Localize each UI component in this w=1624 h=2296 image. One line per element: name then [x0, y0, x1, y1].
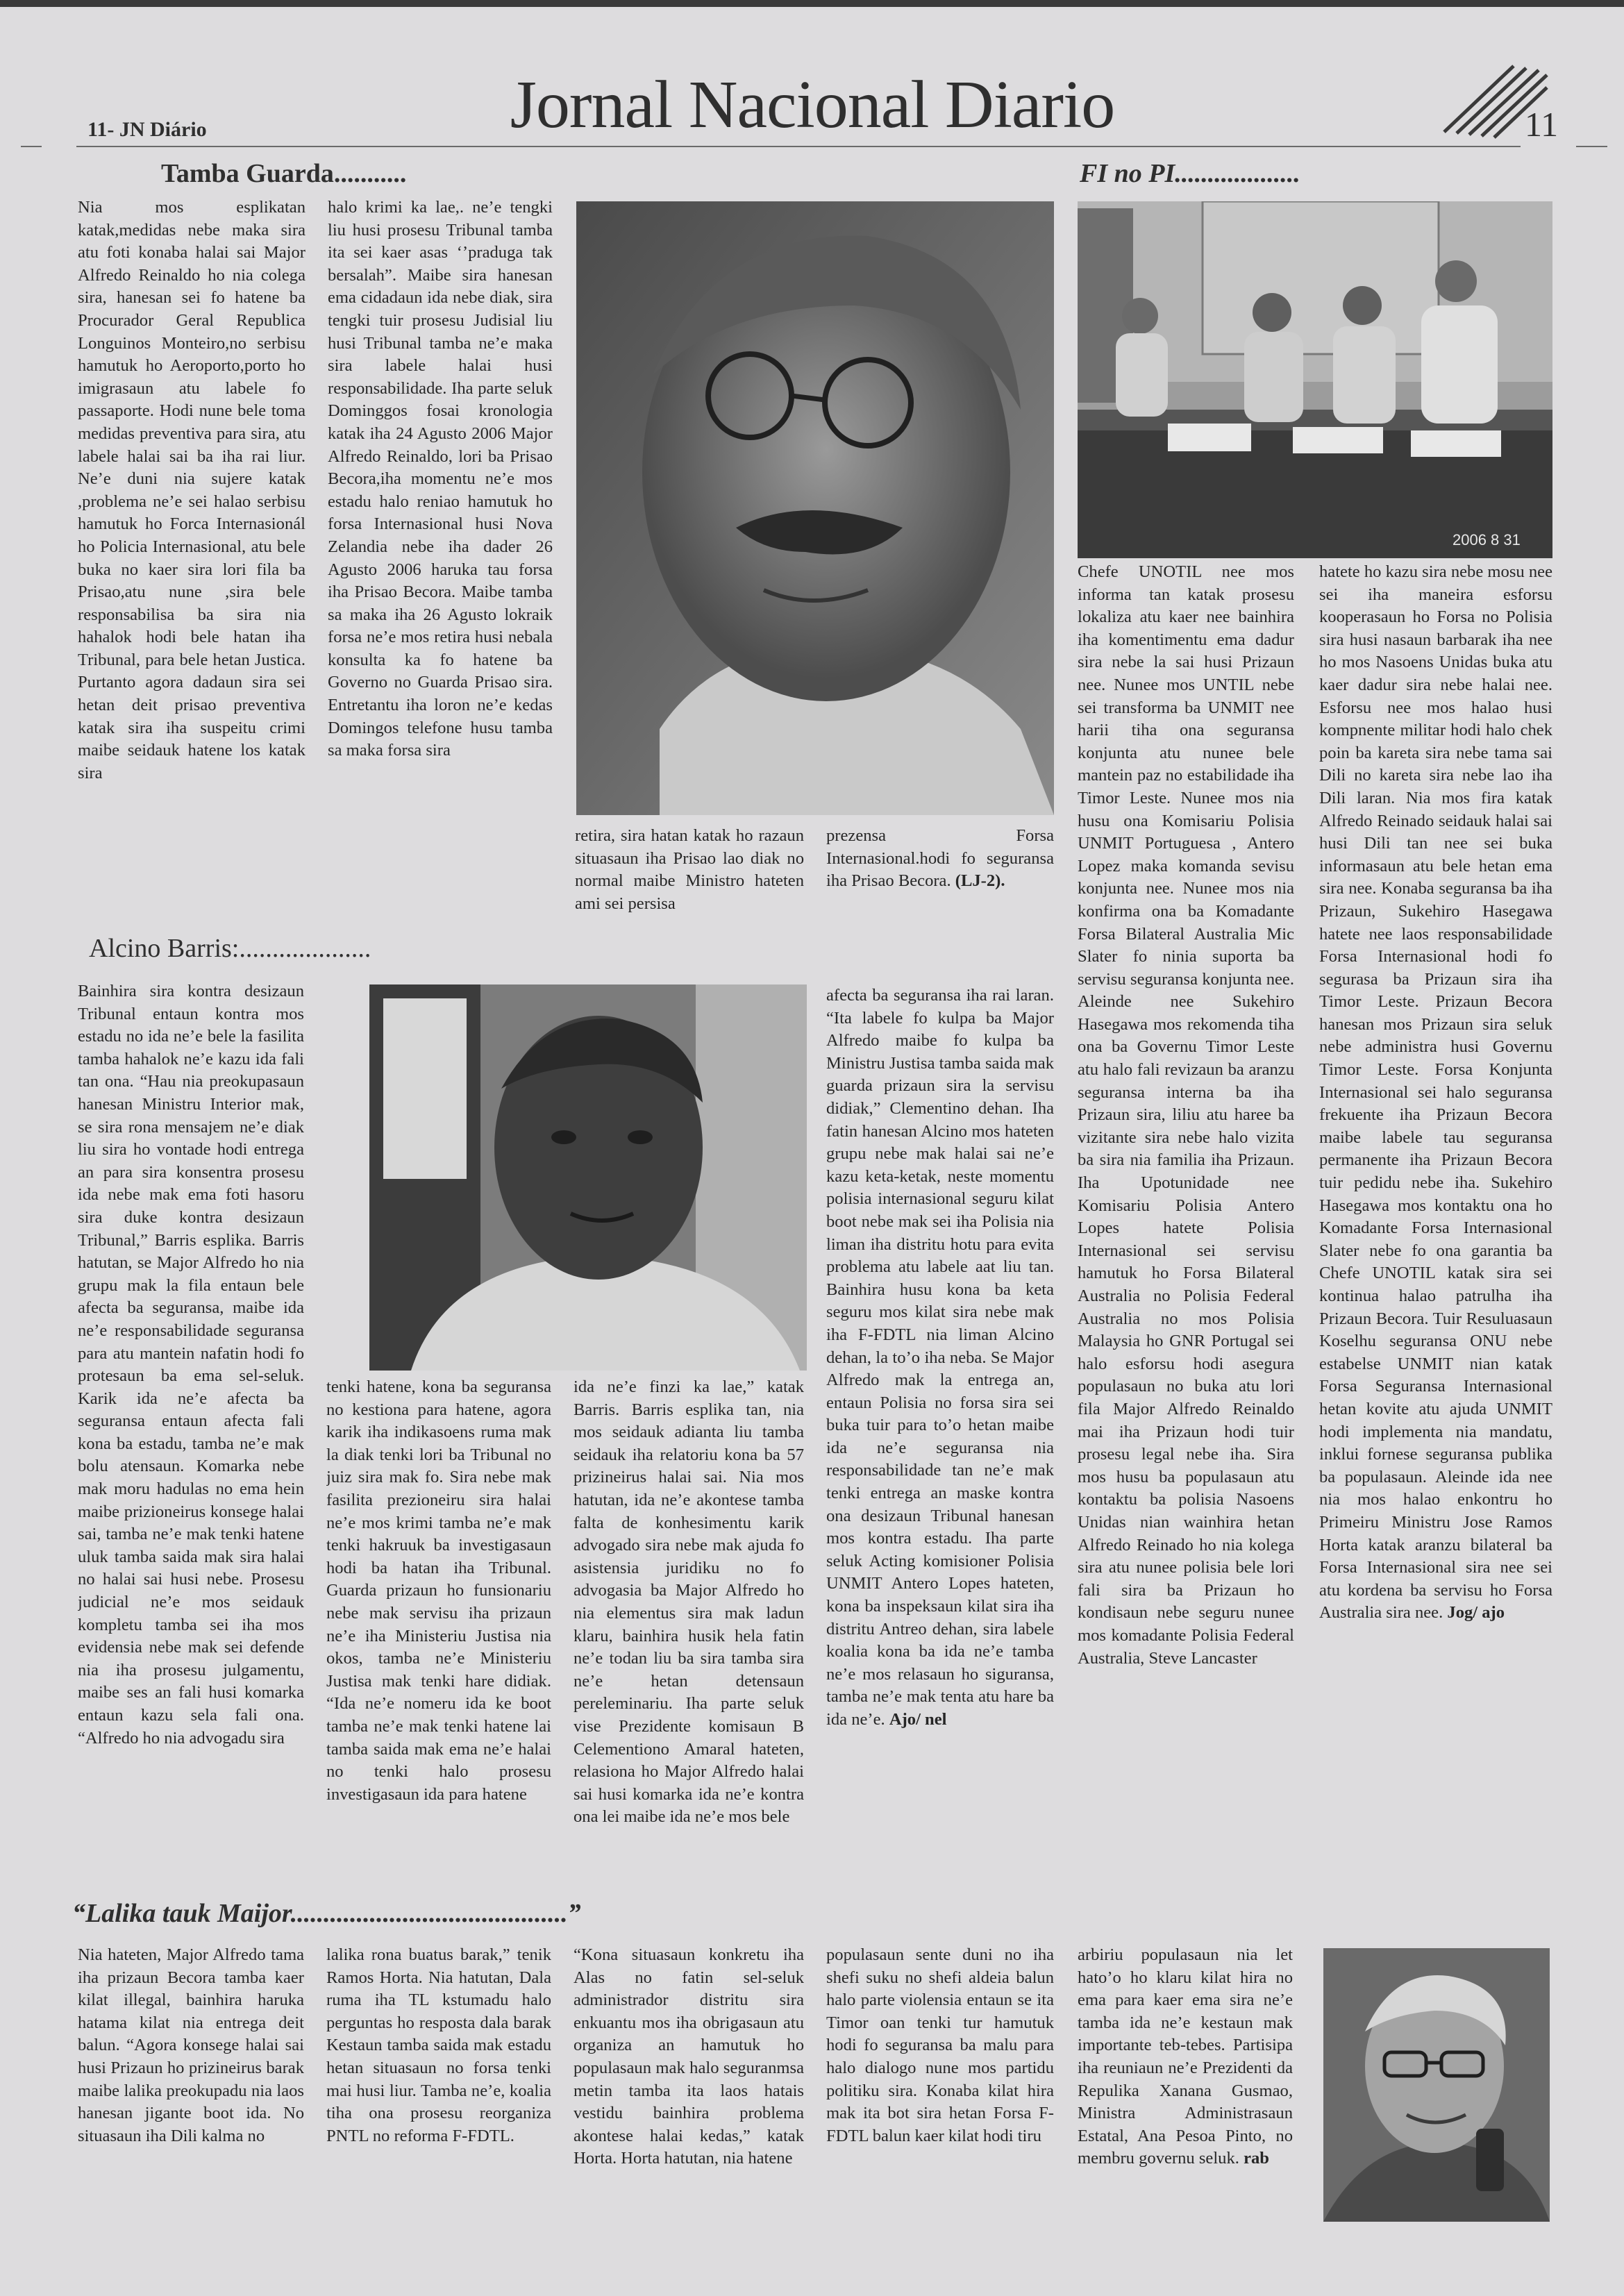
top-border — [0, 0, 1624, 7]
masthead-title: Jornal Nacional Diario — [510, 67, 1115, 142]
page-label: 11- JN Diário — [87, 118, 207, 141]
lalika-col-1 — [78, 1944, 304, 2222]
masthead-rule — [76, 146, 1521, 147]
tamba-col-4-text: prezensa Forsa Internasional.hodi fo seguransa iha Prisao Becora. — [826, 826, 1054, 891]
photo-alcino-barris — [369, 984, 807, 1371]
horta-portrait-illustration — [1323, 1948, 1550, 2222]
lalika-col-4 — [826, 1944, 1054, 2222]
alcino-col-2 — [326, 1376, 551, 1883]
tamba-col-1 — [78, 196, 305, 919]
lalika-col-3 — [574, 1944, 804, 2222]
lalika-col-4-text: populasaun sente duni no iha shefi suku no shefi aldeia balun halo parte violensia entaun se ita Timor oan tenki tur hamutuk hodi fo seguransa ba malu para halo dialogo nune mos partidu politiku sira. Konaba kilat hira mak ita bot sira hetan Forsa F-FDTL balun kaer kilat hodi tiru — [826, 1945, 1054, 2145]
heading-tamba-guarda: Tamba Guarda........... — [161, 159, 407, 188]
lalika-col-2-text: lalika rona buatus barak,” tenik Ramos Horta. Nia hatutan, Dala ruma iha TL kstumadu halo perguntas ho resposta dala barak Kestaun tamba saida mak estadu hetan situasaun no forsa tenki mai husi liur. Tamba ne’e, koalia tiha ona prosesu reorganiza PNTL no reforma F-FDTL. — [326, 1945, 551, 2145]
lalika-col-3-text: “Kona situasaun konkretu iha Alas no fatin sel-seluk administrador distritu sira enkuantu mos iha obrigasaun atu organiza an hamutuk ho populasaun mak halo seguranmsa metin tamba ita laos hatais vestidu bainhira problema akontese halai kedas,” katak Horta. Horta hatutan, nia hatene — [574, 1945, 804, 2168]
lalika-col-5-text: arbiriu populasaun nia let hato’o ho klaru kilat hira no ema para kaer ema sira ne’e tamba ida ne’e kestaun mak importante teb-tebes. Partisipa iha reuniaun ne’e Prezidenti da Repulika Xanana Gusmao, Ministra Administrasaun Estatal, Ana Pesoa Pinto, no membru governu seluk. — [1078, 1945, 1293, 2168]
photo-press-conference — [1078, 201, 1552, 558]
press-conference-illustration — [1078, 201, 1552, 558]
lalika-signature: rab — [1244, 2149, 1269, 2168]
photo-ramos-horta — [1323, 1948, 1550, 2222]
masthead-rule-right — [1576, 146, 1607, 147]
fi-col-2 — [1319, 561, 1552, 1880]
lalika-col-5 — [1078, 1944, 1293, 2222]
tamba-signature: (LJ-2). — [955, 871, 1005, 891]
alcino-col-3-text: ida ne’e finzi ka lae,” katak Barris. Barris esplika tan, nia mos seidauk adianta liu tamba seidauk iha relatoriu kona ba 57 prizineirus halai sai. Nia mos hatutan, ida ne’e akontese tamba falta de konhesimentu karik advogado sira nebe mak ajuda fo asistensia juridiku no fo advogasia ba Major Alfredo ho nia elementus sira mak ladun klaru, bainhira husik hela fatin ne’e todan liu ba sira tamba sira ne’e hetan detensaun pereleminariu. Iha parte seluk vise Prezidente komisaun B Celementiono Amaral hateten, relasiona ho Major Alfredo halai sai husi komarka ida ne’e kontra ona lei maibe ida ne’e mos bele — [574, 1377, 804, 1827]
alcino-signature: Ajo/ nel — [889, 1710, 947, 1729]
fi-signature: Jog/ ajo — [1447, 1603, 1505, 1623]
alcino-col-4-text: afecta ba seguransa iha rai laran. “Ita labele fo kulpa ba Major Alfredo maibe fo kulpa ba Ministru Justisa tamba saida mak guarda prizaun sira la servisu didiak,” Clementino dehan. Iha fatin hanesan Alcino mos hateten grupu nebe mak halai sai ne’e kazu keta-ketak, neste momentu polisia internasional seguru kilat boot nebe mak sei iha Polisia nia liman iha distritu hotu para evita problema atu labele aat liu tan. Bainhira husu kona ba keta seguru mos kilat sira nebe mak iha F-FDTL nia liman Alcino dehan, la to’o iha neba. Se Major Alfredo mak la entrega an, entaun Polisia no forsa sira sei buka tuir para to’o hetan maibe ida ne’e seguransa nia responsabilidade tan ne’e mak tenki entrega an maske kontra ona desizaun Tribunal hanesan mos kontra estadu. Iha parte seluk Acting komisioner Polisia UNMIT Antero Lopes hateten, kona ba inspeksaun kilat sira iha distritu Antreo dehan, sira labele koalia kona ba ida ne’e tamba ne’e mos relasaun ho siguransa, tamba ne’e mak tenta atu hare ba ida ne’e. — [826, 986, 1054, 1729]
tamba-col-1-text: Nia mos esplikatan katak,medidas nebe maka sira atu foti konaba halai sai Major Alfredo Reinaldo ho nia colega sira, hanesan sei fo hatene ba Procurador Geral Republica Longuinos Monteiro,no serbisu hamutuk ho Aeroporto,porto ho imigrasaun atu labele fo passaporte. Hodi nune bele toma medidas preventiva para sira, atu labele halai sai ba iha rai liur. Ne’e duni nia sujere katak ,problema ne’e sei halao serbisu hamutuk ho Forca Internasionál ho Policia Internasional, atu bele buka no kaer sira lori fila ba Prisao,atu nune ,sira bele responsabilisa ba sira nia hahalok hodi bele hatan iha Tribunal, para bele hetan Justica. Purtanto agora dadaun sira sei hetan deit prisao preventiva katak sira iha suspeitu crimi maibe seidauk hatene los katak sira — [78, 198, 305, 782]
alcino-col-2-text: tenki hatene, kona ba seguransa no kestiona para hatene, agora karik iha indikasoens ruma mak la diak tenki lori ba Tribunal no juiz sira mak fo. Sira nebe mak fasilita prezioneiru sira halai ne’e mos krimi tamba ne’e mak tenki hakruuk ba investigasaun hodi ba hatan iha Tribunal. Guarda prizaun ho funsionariu nebe mak servisu iha prizaun ne’e iha Ministeriu Justisa nia okos, tamba ne’e Ministeriu Justisa mak tenki hare didiak. “Ida ne’e nomeru ida ke boot tamba ne’e mak tenki hatene lai tamba saida mak ema ne’e halai no tenki halo prosesu investigasaun ida para hatene — [326, 1377, 551, 1804]
portrait-glasses-illustration — [576, 201, 1054, 815]
alcino-col-1 — [78, 980, 304, 1883]
alcino-col-4 — [826, 984, 1054, 1883]
lalika-col-1-text: Nia hateten, Major Alfredo tama iha prizaun Becora tamba kaer kilat illegal, bainhira haruka hatama kilat nia entrega deit balun. “Agora konsege halai sai husi Prizaun ho prizineirus barak maibe lalika preokupadu nia laos hanesan jigante boot ida. No situasaun iha Dili kalma no — [78, 1945, 304, 2145]
alcino-col-1-text: Bainhira sira kontra desizaun Tribunal entaun kontra mos estadu no ida ne’e bele la fasilita tamba hahalok ne’e kazu ida fali tan ona. “Hau nia preokupasaun hanesan Ministru Interior mak, se sira rona mensajem ne’e diak liu sira ho vontade hodi entrega an para sira konsentra prosesu ida nebe mak ema foti hasoru sira duke kontra desizaun Tribunal,” Barris esplika. Barris hatutan, se Major Alfredo ho nia grupu mak la fila entaun bele afecta ba seguransa, maibe ida ne’e responsabilidade seguransa para atu mantein nafatin hodi fo protesaun ba ema sel-seluk. Karik ida ne’e afecta ba seguransa entaun afecta fali kona ba estadu, tamba ne’e mak bolu atensaun. Komarka nebe mak moru hadulas no ema hein maibe prizioneirus konsege halai sai, tamba ne’e mak tenki hatene uluk tamba saida mak sira halai no halai sai husi nebe. Prosesu judicial ne’e mos seidauk kompletu tamba sei iha mos evidensia nebe mak sei defende nia iha prosesu julgamentu, maibe ses an fali husi komarka entaun kazu sela fali ona. “Alfredo ho nia advogadu sira — [78, 982, 304, 1748]
lalika-col-2 — [326, 1944, 551, 2222]
fi-col-1 — [1078, 561, 1294, 1880]
fi-col-1-text: Chefe UNOTIL nee mos informa tan katak prosesu lokaliza atu kaer nee bainhira iha komentimentu ema dadur sira nebe la sai husi Prizaun nee. Nunee mos UNTIL nebe sei transforma ba UNMIT nee harii tiha ona seguransa konjunta atu nunee bele mantein paz no estabilidade iha Timor Leste. Nunee mos nia husu ona Komisariu Polisia UNMIT Portuguesa , Antero Lopez maka komanda sevisu konjunta nee. Nunee mos nia konfirma ona ba Komadante Forsa Bilateral Australia Mic Slater fo ninia suporta ba servisu seguransa konjunta nee. Aleinde nee Sukehiro Hasegawa mos rekomenda tiha ona ba Governu Timor Leste atu halo fali revizaun ba aranzu seguransa interna ba iha Prizaun sira, liliu atu haree ba vizitante sira nebe halo vizita ba sira nia familia iha Prizaun. Iha Upotunidade nee Komisariu Polisia Antero Lopes hatete Polisia Internasional sei servisu hamutuk ho Forsa Bilateral Australia no Polisia Federal Australia no mos Polisia Malaysia ho GNR Portugal sei halo esforsu hodi asegura populasaun no buka atu lori fila Major Alfredo Reinaldo mai iha Prizaun hodi tuir prosesu legal nebe iha. Sira mos husu ba populasaun atu kontaktu ba polisia Nasoens Unidas nian wainhira hetan Alfredo Reinado ho nia kolega sira atu nunee polisia bele lori fali sira ba Prizaun ho kondisaun nebe seguru nunee mos komadante Polisia Federal Australia, Steve Lancaster — [1078, 562, 1294, 1668]
tamba-col-3 — [575, 825, 804, 922]
tamba-col-2-text: halo krimi ka lae,. ne’e tengki liu husi prosesu Tribunal tamba ita sei kaer asas ‘’praduga tak bersalah”. Maibe sira hanesan ema cidadaun ida nebe diak, sira tengki tuir prosesu Judisial liu husi Tribunal tamba ne’e maka sira labele halai husi responsabilidade. Iha parte seluk Dominggos fosai kronologia katak iha 24 Agusto 2006 Major Alfredo Reinaldo, lori ba Prisao Becora,iha momentu ne’e mos estadu halo reniao hamutuk ho forsa Internasional husi Nova Zelandia nebe iha dader 26 Agusto 2006 haruka tau forsa iha Prisao Becora. Maibe tamba sa maka iha 26 Agusto lokraik forsa ne’e mos retira husi nebala konsulta ka fo hatene ba Governo no Guarda Prisao sira. Entretantu iha loron ne’e kedas Domingos telefone husu tamba sa maka forsa sira — [328, 198, 553, 760]
photo-date-stamp: 2006 8 31 — [1453, 531, 1521, 548]
heading-lalika-tauk-maijor: “Lalika tauk Maijor..........................................” — [72, 1899, 581, 1928]
tamba-col-2 — [328, 196, 553, 919]
photo-portrait-man-glasses — [576, 201, 1054, 815]
fi-col-2-text: hatete ho kazu sira nebe mosu nee sei iha maneira esforsu kooperasaun ho Forsa no Polisia sira husi nasaun barbarak iha nee ho mos Nasoens Unidas buka atu kaer dadur sira nebe halai nee. Esforsu nee mos halao husi kompnente militar hodi halo chek poin ba kareta sira nebe tama sai Dili no kareta sira nebe lao iha Dili laran. Nia mos fira katak Alfredo Reinado seidauk halai sai husi Dili tan nee sei buka informasaun atu bele hetan ema sira nee. Konaba seguransa ba iha Prizaun, Sukehiro Hasegawa hatete nee laos responsabilidade Forsa Internasional hodi fo segurasa ba Prizaun sira iha Timor Leste. Prizaun Becora hanesan mos Prizaun sira seluk nebe administra husi Governu Timor Leste. Forsa Konjunta Internasional sei halo seguransa frekuente iha Prizaun Becora maibe labele tau seguransa permanente iha Prizaun Becora tuir pedidu nebe iha. Sukehiro Hasegawa mos kontaktu ona ho Komadante Forsa Internasional Slater nebe fo ona garantia ba Chefe UNOTIL katak sira sei kontinua halao patrulha iha Prizaun Becora. Tuir Resuluasaun Koselhu seguransa ONU nebe estabelse UNMIT nian katak Forsa Seguransa Internasional hetan kovite atu ajuda UNMIT hodi implementa nia mandatu, inklui fornese seguransa publika ba populasaun. Aleinde ida nee nia mos halao enkontru ho Primeiru Ministru Jose Ramos Horta katak aranzu bilateral ba Forsa Internasional sira nee sei atu kordena ba servisu ho Forsa Australia sira nee. — [1319, 562, 1552, 1623]
tamba-col-4 — [826, 825, 1054, 922]
masthead-rule-left — [21, 146, 42, 147]
page-number: 11 — [1525, 105, 1559, 144]
alcino-portrait-illustration — [369, 984, 807, 1371]
heading-alcino-barris: Alcino Barris:.................... — [89, 934, 371, 963]
tamba-col-3-text: retira, sira hatan katak ho razaun situasaun iha Prisao lao diak no normal maibe Ministro hateten ami sei persisa — [575, 826, 804, 913]
alcino-col-3 — [574, 1376, 804, 1883]
heading-fi-no-pi: FI no PI................... — [1080, 159, 1300, 188]
